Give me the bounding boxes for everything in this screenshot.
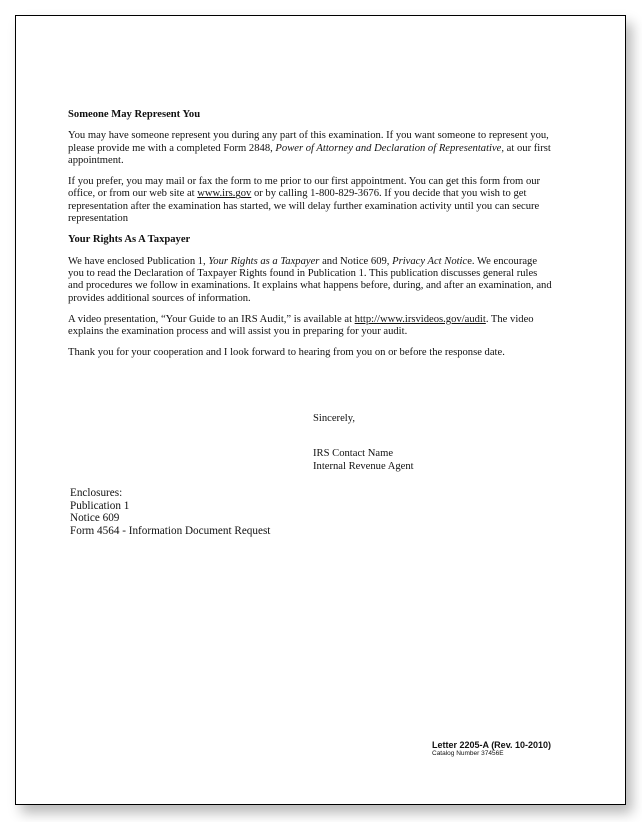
form-id: Letter 2205-A (Rev. 10-2010) [432,740,552,750]
signature-block [313,413,414,473]
publication-title-italic: Your Rights as a Taxpayer [208,255,320,267]
catalog-number: Catalog Number 37456E [432,750,504,757]
enclosure-item: Publication 1 [70,499,130,512]
text: A video presentation, “Your Guide to an IRS Audit,” is available at [68,313,355,325]
section-heading-rights: Your Rights As A Taxpayer [68,234,191,246]
irs-video-link[interactable]: http://www.irsvideos.gov/audit [354,313,486,325]
text: . The video explains the examination process and will assist you in preparing for your audit. [68,313,534,338]
irs-website-link[interactable]: www.irs.gov [197,188,252,200]
form-footer [432,740,551,758]
closing: Sincerely, [313,413,355,424]
section-heading-represent: Someone May Represent You [68,109,201,120]
text: We have enclosed Publication 1, [68,255,209,267]
paragraph-represent-2 [68,176,554,225]
form-title-italic: Power of Attorney and Declaration of Representative, [275,142,505,154]
signer-title: Internal Revenue Agent [313,460,414,472]
paragraph-rights-2 [68,314,554,339]
text: If you prefer, you may mail or fax the form to me prior to our first appointment. You can get this form from our office, or from our web site at [68,176,541,200]
text: or by calling 1-800-829-3676. If you decide that you wish to get representation after the examination has started, we will delay further examination activity until you can secure representation [68,188,540,225]
text: e. We encourage you to read the Declaration of Taxpayer Rights found in Publication 1. This publication discusses general rules and procedures we follow in examinations. It explains what happens before, during, and after an examination, and provides additional sources of information. [68,255,552,304]
signer-name: IRS Contact Name [313,448,394,460]
enclosures-label: Enclosures: [70,487,123,499]
enclosure-item: Form 4564 - Information Document Request [70,524,271,537]
text: You may have someone represent you during any part of this examination. If you want someone to represent you, please provide me with a completed Form 2848, [68,130,549,154]
letter-body [68,109,554,369]
enclosure-item: Notice 609 [70,512,120,525]
paragraph-rights-1 [68,256,554,305]
enclosures-block [70,487,270,537]
paragraph-represent-1 [68,130,554,167]
text: and Notice 609, [319,255,393,267]
letter-page [15,15,626,805]
text: at our first appointment. [68,142,551,166]
paragraph-thank-you: Thank you for your cooperation and I look forward to hearing from you on or before the response date. [68,347,505,359]
notice-title-italic: Privacy Act Notic [392,255,468,267]
